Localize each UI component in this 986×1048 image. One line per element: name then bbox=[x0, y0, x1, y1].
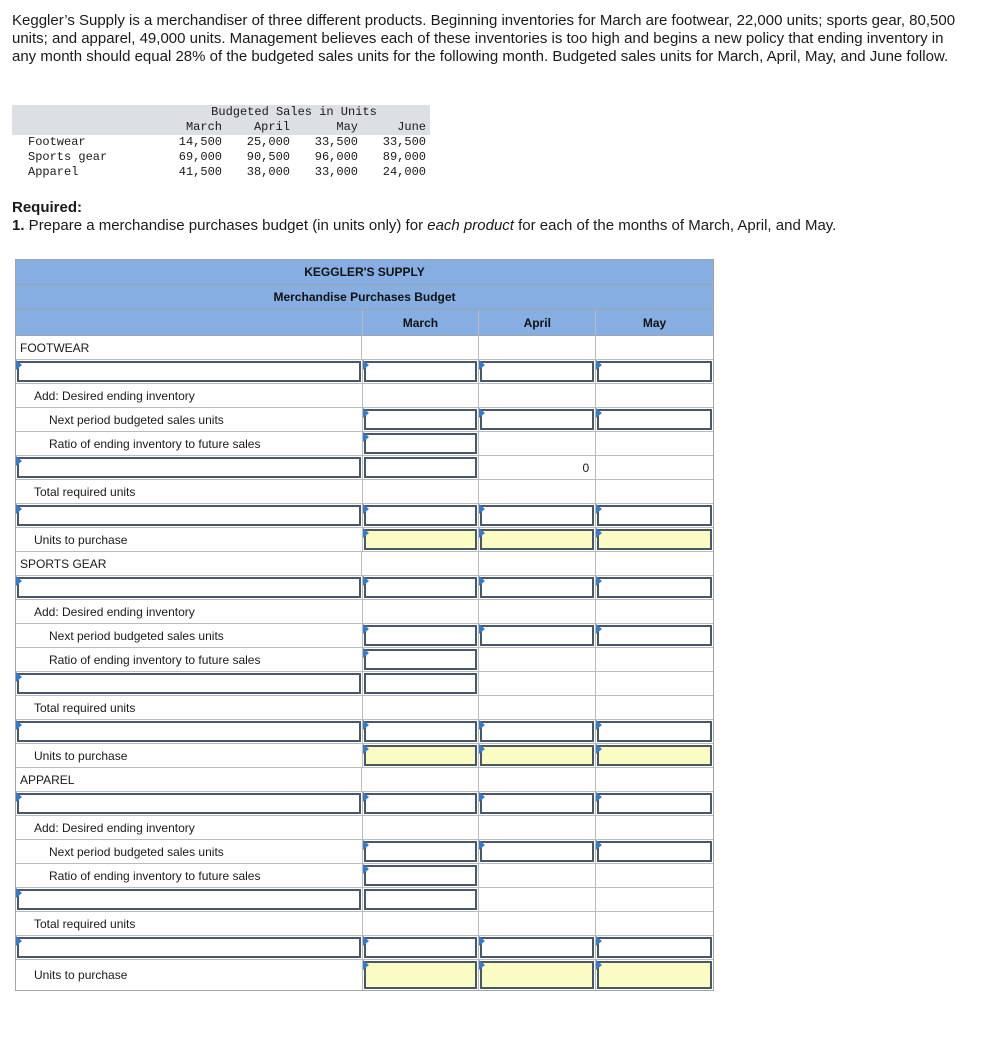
units-to-purchase-total[interactable] bbox=[479, 744, 596, 767]
amount-input[interactable] bbox=[479, 720, 596, 743]
amount-input[interactable] bbox=[363, 576, 480, 599]
instruction-text: for each of the months of March, April, and May. bbox=[513, 217, 837, 234]
amount-input[interactable] bbox=[596, 576, 713, 599]
section-row bbox=[16, 336, 713, 360]
amount-input[interactable] bbox=[596, 792, 713, 815]
units-to-purchase-total[interactable] bbox=[596, 960, 713, 990]
units-to-purchase-total[interactable] bbox=[363, 744, 480, 767]
section-footwear: FOOTWEAR bbox=[16, 336, 362, 359]
next-period-sales-label: Next period budgeted sales units bbox=[16, 840, 363, 863]
sales-row-sports-gear bbox=[12, 150, 430, 165]
total-required-label: Total required units bbox=[16, 480, 363, 503]
amount-input[interactable] bbox=[479, 840, 596, 863]
ratio-input[interactable] bbox=[363, 432, 480, 455]
sales-value: 89,000 bbox=[382, 150, 426, 164]
section-sports-gear: SPORTS GEAR bbox=[16, 552, 362, 575]
total-required-row bbox=[16, 480, 713, 504]
amount-input[interactable] bbox=[596, 840, 713, 863]
next-period-sales-label: Next period budgeted sales units bbox=[16, 408, 363, 431]
amount-input[interactable] bbox=[596, 720, 713, 743]
amount-input[interactable] bbox=[363, 504, 480, 527]
amount-input[interactable] bbox=[363, 720, 480, 743]
month-header: April bbox=[226, 120, 294, 135]
problem-intro: Keggler’s Supply is a merchandiser of three different products. Beginning inventories for March are footwear, 22,000 units; sports gear, 80,500 units; and apparel, 49,000 units. Management believes each of these inventories is too high and begins a new policy that ending inventory in any month should equal 28% of the budgeted sales units for the following month. Budgeted sales units for March, April, May, and June follow. bbox=[12, 12, 956, 65]
total-required-label: Total required units bbox=[16, 696, 363, 719]
computed-value: 0 bbox=[479, 456, 596, 479]
section-apparel: APPAREL bbox=[16, 768, 362, 791]
budgeted-sales-table bbox=[12, 105, 430, 180]
units-to-purchase-total[interactable] bbox=[363, 528, 480, 551]
sales-value: 41,500 bbox=[178, 165, 222, 179]
amount-input[interactable] bbox=[363, 792, 480, 815]
units-to-purchase-row bbox=[16, 744, 713, 768]
line-item-label-input[interactable] bbox=[16, 720, 363, 743]
units-to-purchase-row bbox=[16, 528, 713, 552]
sales-value: 38,000 bbox=[246, 165, 290, 179]
sales-value: 33,500 bbox=[382, 135, 426, 149]
line-item-label-input[interactable] bbox=[16, 576, 363, 599]
required-title: Required: bbox=[12, 199, 83, 216]
units-to-purchase-total[interactable] bbox=[363, 960, 480, 990]
amount-input[interactable] bbox=[363, 456, 480, 479]
amount-input[interactable] bbox=[363, 360, 480, 383]
month-header: May bbox=[294, 120, 362, 135]
amount-input[interactable] bbox=[479, 936, 596, 959]
total-required-row bbox=[16, 912, 713, 936]
requirement-number: 1. bbox=[12, 217, 25, 234]
amount-input[interactable] bbox=[479, 408, 596, 431]
sales-value: 69,000 bbox=[178, 150, 222, 164]
amount-input[interactable] bbox=[363, 888, 480, 911]
desired-ending-row bbox=[16, 600, 713, 624]
line-item-label-input[interactable] bbox=[16, 360, 363, 383]
amount-input[interactable] bbox=[596, 504, 713, 527]
amount-input[interactable] bbox=[596, 360, 713, 383]
line-item-label-input[interactable] bbox=[16, 672, 363, 695]
input-row bbox=[16, 576, 713, 600]
required-section bbox=[12, 199, 836, 235]
total-required-label: Total required units bbox=[16, 912, 363, 935]
units-to-purchase-total[interactable] bbox=[596, 744, 713, 767]
ratio-label: Ratio of ending inventory to future sales bbox=[16, 648, 363, 671]
add-desired-ending-label: Add: Desired ending inventory bbox=[16, 816, 363, 839]
amount-input[interactable] bbox=[363, 672, 480, 695]
units-to-purchase-label: Units to purchase bbox=[16, 744, 363, 767]
product-label: Sports gear bbox=[28, 150, 108, 164]
ratio-input[interactable] bbox=[363, 864, 480, 887]
section-row bbox=[16, 768, 713, 792]
amount-input[interactable] bbox=[363, 840, 480, 863]
input-row bbox=[16, 360, 713, 384]
ratio-row bbox=[16, 432, 713, 456]
sales-row-apparel bbox=[12, 165, 430, 180]
units-to-purchase-total[interactable] bbox=[479, 528, 596, 551]
amount-input[interactable] bbox=[596, 624, 713, 647]
amount-input[interactable] bbox=[479, 576, 596, 599]
line-item-label-input[interactable] bbox=[16, 888, 363, 911]
ratio-row bbox=[16, 648, 713, 672]
amount-input[interactable] bbox=[363, 936, 480, 959]
amount-input[interactable] bbox=[596, 936, 713, 959]
merchandise-purchases-budget bbox=[15, 259, 714, 991]
column-may: May bbox=[642, 316, 667, 330]
budget-company-name: KEGGLER'S SUPPLY bbox=[16, 260, 713, 285]
desired-ending-total-row bbox=[16, 456, 713, 480]
sales-value: 33,500 bbox=[314, 135, 358, 149]
budget-column-header-row bbox=[16, 310, 713, 336]
next-period-sales-label: Next period budgeted sales units bbox=[16, 624, 363, 647]
ratio-label: Ratio of ending inventory to future sales bbox=[16, 864, 363, 887]
units-to-purchase-total[interactable] bbox=[479, 960, 596, 990]
input-row bbox=[16, 792, 713, 816]
month-header: March bbox=[158, 120, 226, 135]
amount-input[interactable] bbox=[363, 408, 480, 431]
ratio-input[interactable] bbox=[363, 648, 480, 671]
units-to-purchase-label: Units to purchase bbox=[16, 960, 363, 990]
instruction-emphasis: each product bbox=[427, 217, 514, 234]
sales-value: 90,500 bbox=[246, 150, 290, 164]
sales-value: 14,500 bbox=[178, 135, 222, 149]
sales-value: 25,000 bbox=[246, 135, 290, 149]
ratio-row bbox=[16, 864, 713, 888]
units-to-purchase-label: Units to purchase bbox=[16, 528, 363, 551]
required-instruction bbox=[12, 217, 836, 235]
next-period-row bbox=[16, 408, 713, 432]
input-row bbox=[16, 936, 713, 960]
desired-ending-row bbox=[16, 816, 713, 840]
amount-input[interactable] bbox=[479, 504, 596, 527]
amount-input[interactable] bbox=[479, 360, 596, 383]
input-row bbox=[16, 720, 713, 744]
desired-ending-total-row bbox=[16, 672, 713, 696]
units-to-purchase-total[interactable] bbox=[596, 528, 713, 551]
sales-value: 96,000 bbox=[314, 150, 358, 164]
total-required-row bbox=[16, 696, 713, 720]
sales-value: 33,000 bbox=[314, 165, 358, 179]
column-april: April bbox=[479, 310, 596, 335]
amount-input[interactable] bbox=[363, 624, 480, 647]
add-desired-ending-label: Add: Desired ending inventory bbox=[16, 384, 363, 407]
instruction-text: Prepare a merchandise purchases budget (in units only) for bbox=[24, 217, 428, 234]
line-item-label-input[interactable] bbox=[16, 792, 363, 815]
product-label: Apparel bbox=[28, 165, 79, 179]
sales-value: 24,000 bbox=[382, 165, 426, 179]
line-item-label-input[interactable] bbox=[16, 504, 363, 527]
desired-ending-row bbox=[16, 384, 713, 408]
amount-input[interactable] bbox=[596, 408, 713, 431]
amount-input[interactable] bbox=[479, 792, 596, 815]
sales-table-caption: Budgeted Sales in Units bbox=[158, 105, 430, 120]
input-row bbox=[16, 504, 713, 528]
line-item-label-input[interactable] bbox=[16, 936, 363, 959]
budget-title: Merchandise Purchases Budget bbox=[16, 285, 713, 310]
column-march: March bbox=[363, 310, 480, 335]
ratio-label: Ratio of ending inventory to future sales bbox=[16, 432, 363, 455]
next-period-row bbox=[16, 624, 713, 648]
month-header: June bbox=[362, 120, 430, 135]
line-item-label-input[interactable] bbox=[16, 456, 363, 479]
add-desired-ending-label: Add: Desired ending inventory bbox=[16, 600, 363, 623]
sales-row-footwear bbox=[12, 135, 430, 150]
amount-input[interactable] bbox=[479, 624, 596, 647]
units-to-purchase-row bbox=[16, 960, 713, 990]
product-label: Footwear bbox=[28, 135, 86, 149]
section-row bbox=[16, 552, 713, 576]
desired-ending-total-row bbox=[16, 888, 713, 912]
next-period-row bbox=[16, 840, 713, 864]
